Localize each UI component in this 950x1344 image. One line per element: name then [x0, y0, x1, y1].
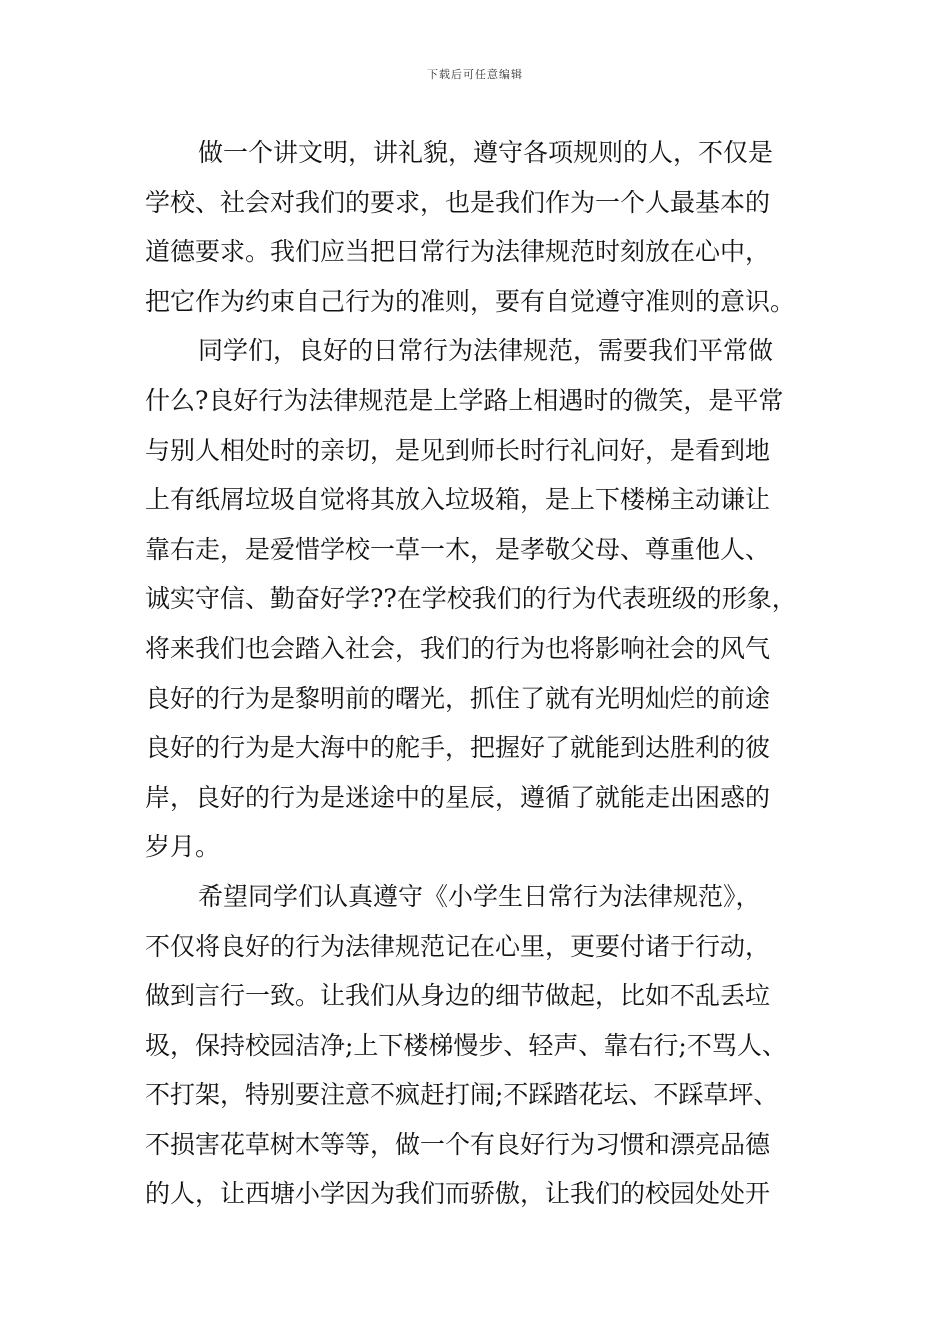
text-line: 做一个讲文明，讲礼貌，遵守各项规则的人，不仅是 — [198, 138, 774, 167]
text-line: 诚实守信、勤奋好学??在学校我们的行为代表班级的形象， — [145, 584, 797, 614]
text-line: 与别人相处时的亲切，是见到师长时行礼问好，是看到地 — [145, 435, 771, 465]
text-line: 不损害花草树木等等，做一个有良好行为习惯和漂亮品德 — [145, 1129, 771, 1159]
text-line: 良好的行为是黎明前的曙光，抓住了就有光明灿烂的前途 — [145, 683, 771, 713]
text-line: 将来我们也会踏入社会，我们的行为也将影响社会的风气 — [145, 633, 771, 663]
text-line: 把它作为约束自己行为的准则，要有自觉遵守准则的意识。 — [145, 286, 796, 316]
text-line: 岸，良好的行为是迷途中的星辰，遵循了就能走出困惑的 — [145, 782, 771, 812]
text-line: 良好的行为是大海中的舵手，把握好了就能到达胜利的彼 — [145, 733, 771, 763]
body-text — [145, 128, 825, 1219]
text-line: 做到言行一致。让我们从身边的细节做起，比如不乱丢垃 — [145, 981, 771, 1011]
text-line: 同学们，良好的日常行为法律规范，需要我们平常做 — [198, 336, 774, 366]
text-line: 什么?良好行为法律规范是上学路上相遇时的微笑，是平常 — [145, 385, 784, 415]
text-line: 道德要求。我们应当把日常行为法律规范时刻放在心中， — [145, 237, 771, 267]
header-note: 下载后可任意编辑 — [427, 68, 523, 81]
text-line: 圾，保持校园洁净;上下楼梯慢步、轻声、靠右行;不骂人、 — [145, 1030, 787, 1060]
text-line: 不仅将良好的行为法律规范记在心里，更要付诸于行动， — [145, 931, 771, 961]
text-line: 不打架，特别要注意不疯赶打闹;不踩踏花坛、不踩草坪、 — [145, 1080, 779, 1110]
text-line: 学校、社会对我们的要求，也是我们作为一个人最基本的 — [145, 187, 771, 217]
text-line: 岁月。 — [145, 832, 221, 862]
text-line: 上有纸屑垃圾自觉将其放入垃圾箱，是上下楼梯主动谦让 — [145, 485, 771, 515]
text-line: 希望同学们认真遵守《小学生日常行为法律规范》， — [198, 881, 761, 911]
text-line: 靠右走，是爱惜学校一草一木，是孝敬父母、尊重他人、 — [145, 534, 771, 564]
text-line: 的人，让西塘小学因为我们而骄傲，让我们的校园处处开 — [145, 1179, 771, 1209]
